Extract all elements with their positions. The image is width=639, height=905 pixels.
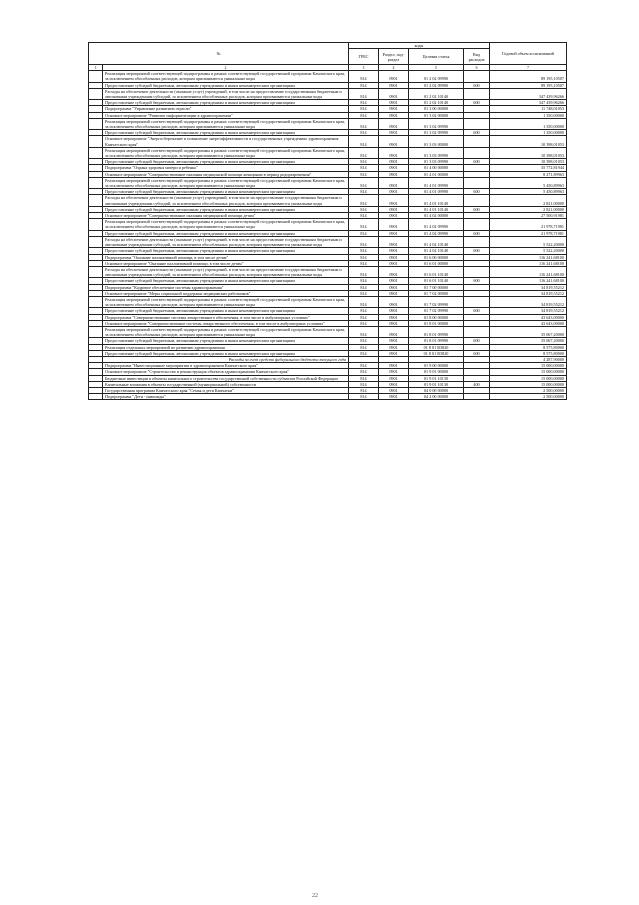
row-grbs: 814 [349,284,379,290]
row-section: 0901 [379,248,409,254]
row-section: 0901 [379,171,409,177]
row-target-article: 01 2 02 09990 [409,82,464,88]
row-expense-type [464,177,490,188]
row-amount: 116 241,68100 [490,260,567,266]
row-grbs: 814 [349,206,379,212]
row-amount: 10 398,01053 [490,159,567,165]
row-name: Подпрограмма "Дети - инвалиды" [103,394,349,400]
row-grbs: 814 [349,254,379,260]
row-target-article: 01 3 03 09990 [409,147,464,158]
row-name: Основное мероприятие "Энергосбережение и повышение энергоэффективности в государственных учреждениях здравоохранения Камчатского края" [103,136,349,147]
header-target: Целевая статья [409,49,464,65]
row-section: 0901 [379,112,409,118]
row-target-article: 01 2 02 10140 [409,88,464,99]
row-grbs: 814 [349,219,379,230]
row-expense-type: 400 [464,381,490,387]
table-row [89,147,567,158]
header-amount: Годовой объем ассигнований [490,43,567,65]
row-expense-type [464,71,490,82]
row-name: Основное мероприятие "Строительство и реконструкция объектов здравоохранения Камчатского края" [103,369,349,375]
row-section: 0901 [379,177,409,188]
row-section: 0901 [379,369,409,375]
row-name: Подпрограмма "Инвестиционные мероприятия в здравоохранении Камчатского края" [103,363,349,369]
row-name: Государственная программа Камчатского края "Семья и дети Камчатки" [103,387,349,393]
row-index-cell [89,88,103,99]
row-target-article: 04 2 00 00000 [409,394,464,400]
row-target-article: 01 4 01 09990 [409,189,464,195]
row-expense-type [464,118,490,129]
budget-rows [89,71,567,400]
row-target-article: 01 3 03 09990 [409,159,464,165]
row-name: Подпрограмма "Охрана здоровья матери и ребенка" [103,165,349,171]
row-name: Реализация мероприятий соответствующей подпрограммы в рамках соответствующей государственной программы Камчатского края, за исключением обособленных расходов, которым присваиваются уникальные коды [103,71,349,82]
row-grbs: 814 [349,266,379,277]
row-section: 0901 [379,147,409,158]
row-amount: 116 241,68100 [490,254,567,260]
row-expense-type [464,136,490,147]
row-amount: 34 819,55212 [490,296,567,307]
row-name: Предоставление субсидий бюджетным, автономным учреждениям и иным некоммерческим организациям [103,308,349,314]
row-amount: 21 978,71981 [490,219,567,230]
row-name: Основное мероприятие "Оказание паллиативной помощи, в том числе детям" [103,260,349,266]
row-amount: 15 000,00000 [490,363,567,369]
row-name: Предоставление субсидий бюджетным, автономным учреждениям и иным некоммерческим организациям [103,278,349,284]
row-index-cell [89,177,103,188]
row-amount: 1 350,00000 [490,112,567,118]
row-name: Предоставление субсидий бюджетным, автономным учреждениям и иным некоммерческим организациям [103,189,349,195]
row-name: Бюджетные инвестиции в объекты капитального строительства государственной собственности субъектов Российской Федерации [103,375,349,381]
row-grbs: 814 [349,189,379,195]
budget-table [88,42,567,400]
row-target-article: 01 2 02 10140 [409,100,464,106]
table-row [89,118,567,129]
row-target-article: 01 8 00 00000 [409,314,464,320]
row-grbs: 814 [349,369,379,375]
table-row [89,88,567,99]
row-name: Реализация мероприятий соответствующей подпрограммы в рамках соответствующей государственной программы Камчатского края, за исключением обособленных расходов, которым присваиваются уникальные коды [103,177,349,188]
row-index-cell [89,118,103,129]
row-name: Расходы на обеспечение деятельности (оказание услуг) учреждений, в том числе на предоставление государственным бюджетным и автономным учреждениям субсидий, за исключением обособленных расходов, которым присваиваются уникальные коды [103,88,349,99]
row-index-cell [89,296,103,307]
row-target-article: 01 4 01 10140 [409,195,464,206]
row-index-cell [89,136,103,147]
row-target-article: 01 6 01 10140 [409,266,464,277]
row-amount: 43 643,00000 [490,314,567,320]
row-amount: 34 819,55212 [490,290,567,296]
row-grbs: 814 [349,320,379,326]
row-amount: 10 398,01053 [490,147,567,158]
table-row [89,195,567,206]
row-section: 0901 [379,206,409,212]
row-section: 0901 [379,230,409,236]
row-amount: 2 500,00000 [490,387,567,393]
row-amount: 347 439,96266 [490,88,567,99]
row-section: 0901 [379,314,409,320]
table-row [89,71,567,82]
row-grbs: 814 [349,106,379,112]
row-target-article: 01 4 02 00000 [409,213,464,219]
row-target-article: 01 4 02 10140 [409,248,464,254]
row-amount: 116 241,68100 [490,266,567,277]
row-expense-type: 600 [464,206,490,212]
row-target-article: 01 4 01 00000 [409,171,464,177]
table-row [89,266,567,277]
row-name: Капитальные вложения в объекты государственной (муниципальной) собственности [103,381,349,387]
row-expense-type: 600 [464,248,490,254]
budget-table-page [88,42,566,400]
row-name: Реализация мероприятий соответствующей подпрограммы в рамках соответствующей государственной программы Камчатского края, за исключением обособленных расходов, которым присваиваются уникальные коды [103,147,349,158]
row-amount: 35 772,81944 [490,165,567,171]
row-name: Предоставление субсидий бюджетным, автономным учреждениям и иным некоммерческим организациям [103,350,349,356]
row-section: 0901 [379,165,409,171]
row-amount: 1 350,00000 [490,118,567,129]
row-section: 0901 [379,326,409,337]
row-target-article: 01 7 02 09990 [409,308,464,314]
column-number: 7 [490,65,567,71]
row-name: Расходы на обеспечение деятельности (оказание услуг) учреждений, в том числе на предоставление государственным бюджетным и автономным учреждениям субсидий, за исключением обособленных расходов, которым присваиваются уникальные коды [103,195,349,206]
row-name: Предоставление субсидий бюджетным, автономным учреждениям и иным некоммерческим организациям [103,230,349,236]
row-index-cell [89,266,103,277]
row-name: Основное мероприятие "Совершенствование оказания медицинской помощи детям" [103,213,349,219]
row-name: Подпрограмма "Кадровое обеспечение системы здравоохранения" [103,284,349,290]
page-number: 22 [312,893,318,899]
row-grbs: 814 [349,130,379,136]
row-name: Предоставление субсидий бюджетным, автономным учреждениям и иным некоммерческим организациям [103,130,349,136]
row-target-article: 01 3 02 09990 [409,130,464,136]
row-section: 0901 [379,278,409,284]
row-grbs: 814 [349,290,379,296]
row-index-cell [89,195,103,206]
row-target-article: 01 7 02 00000 [409,290,464,296]
row-grbs: 814 [349,260,379,266]
row-expense-type [464,326,490,337]
row-grbs: 814 [349,308,379,314]
row-target-article: 01 4 01 09990 [409,177,464,188]
column-number: 2 [103,65,349,71]
column-number: 4 [379,65,409,71]
row-section: 0901 [379,189,409,195]
row-expense-type [464,266,490,277]
row-expense-type [464,296,490,307]
row-section: 0901 [379,394,409,400]
row-amount: 1 350,00000 [490,130,567,136]
row-amount: 15 000,00000 [490,369,567,375]
header-expense-type: Вид расходов [464,49,490,65]
row-amount: 8 575,80000 [490,350,567,356]
row-section: 0901 [379,236,409,247]
row-expense-type: 600 [464,278,490,284]
row-grbs: 814 [349,248,379,254]
row-amount: 8 271,89963 [490,171,567,177]
row-grbs: 814 [349,394,379,400]
row-section: 0901 [379,375,409,381]
row-name: Расходы за счет средств федерального бюджета текущего года [103,356,349,362]
row-section: 0901 [379,106,409,112]
row-amount: 116 241,68100 [490,278,567,284]
row-expense-type: 600 [464,82,490,88]
row-expense-type: 600 [464,100,490,106]
row-name: Реализация мероприятий соответствующей подпрограммы в рамках соответствующей государственной программы Камчатского края, за исключением обособленных расходов, которым присваиваются уникальные коды [103,326,349,337]
table-row [89,326,567,337]
row-amount: 5 450,89963 [490,177,567,188]
row-grbs: 814 [349,375,379,381]
row-name: Предоставление субсидий бюджетным, автономным учреждениям и иным некоммерческим организациям [103,159,349,165]
row-grbs: 814 [349,387,379,393]
row-name: Подпрограмма "Управление развитием отрасли" [103,106,349,112]
row-target-article: 04 0 00 00000 [409,387,464,393]
row-amount: 34 819,55212 [490,284,567,290]
row-target-article: 01 9 00 00000 [409,363,464,369]
column-number: 6 [464,65,490,71]
row-section: 0901 [379,266,409,277]
column-number: 3 [349,65,379,71]
row-name: Предоставление субсидий бюджетным, автономным учреждениям и иным некоммерческим организациям [103,206,349,212]
row-grbs: 814 [349,296,379,307]
row-amount: 4 287,90000 [490,356,567,362]
row-section: 0901 [379,118,409,129]
table-row [89,394,567,400]
row-target-article: 01 4 02 10140 [409,236,464,247]
row-amount: 34 819,55212 [490,308,567,314]
column-number: 5 [409,65,464,71]
row-amount: 35 067,20000 [490,338,567,344]
row-grbs: 814 [349,363,379,369]
row-section: 0901 [379,320,409,326]
row-name: Реализация мероприятий соответствующей подпрограммы в рамках соответствующей государственной программы Камчатского края, за исключением обособленных расходов, которым присваиваются уникальные коды [103,118,349,129]
row-target-article: 01 8 01 R3820 [409,344,464,350]
row-amount: 2 821,00000 [490,206,567,212]
row-grbs: 814 [349,82,379,88]
row-name: Подпрограмма "Оказание паллиативной помощи, в том числе детям" [103,254,349,260]
row-target-article: 01 8 01 09990 [409,326,464,337]
row-expense-type: 600 [464,159,490,165]
row-target-article: 01 8 01 00000 [409,320,464,326]
table-row [89,177,567,188]
row-grbs: 814 [349,100,379,106]
row-grbs: 814 [349,381,379,387]
row-name: Предоставление субсидий бюджетным, автономным учреждениям и иным некоммерческим организациям [103,100,349,106]
row-name: Предоставление субсидий бюджетным, автономным учреждениям и иным некоммерческим организациям [103,82,349,88]
row-amount: 5 450,89963 [490,189,567,195]
row-name: Реализация мероприятий соответствующей подпрограммы в рамках соответствующей государственной программы Камчатского края, за исключением обособленных расходов, которым присваиваются уникальные коды [103,296,349,307]
row-section: 0901 [379,159,409,165]
row-section: 0901 [379,82,409,88]
row-expense-type: 600 [464,338,490,344]
row-target-article: 01 6 01 00000 [409,260,464,266]
row-grbs: 814 [349,314,379,320]
row-name: Основное мероприятие "Совершенствование оказания медицинской помощи женщинам в период родоразрешения" [103,171,349,177]
row-section: 0901 [379,130,409,136]
row-expense-type [464,236,490,247]
row-amount: 27 500,91981 [490,213,567,219]
row-amount: 8 575,80000 [490,344,567,350]
row-target-article: 01 7 02 09990 [409,296,464,307]
row-expense-type [464,394,490,400]
column-number: 1 [89,65,103,71]
row-amount: 347 439,96266 [490,100,567,106]
row-target-article: 01 9 01 00000 [409,369,464,375]
row-grbs: 814 [349,147,379,158]
row-amount: 15 000,00000 [490,375,567,381]
header-grbs: ГРБС [349,49,379,65]
row-index-cell [89,71,103,82]
row-expense-type [464,195,490,206]
row-section: 0901 [379,387,409,393]
row-index-cell [89,219,103,230]
row-section: 0901 [379,219,409,230]
row-grbs: 814 [349,278,379,284]
row-section: 0901 [379,284,409,290]
row-amount: 11 748,01053 [490,106,567,112]
table-row [89,219,567,230]
row-amount: 5 522,20000 [490,236,567,247]
row-target-article: 01 4 00 00000 [409,165,464,171]
row-grbs: 814 [349,344,379,350]
row-expense-type: 600 [464,230,490,236]
row-target-article: 01 3 02 00000 [409,112,464,118]
row-amount: 89 195,10507 [490,71,567,82]
row-section: 0901 [379,136,409,147]
row-name: Основное мероприятие "Меры социальной поддержки медицинских работников" [103,290,349,296]
row-expense-type: 600 [464,350,490,356]
header-section: Раздел, под-раздел [379,49,409,65]
row-index-cell [89,236,103,247]
table-row [89,136,567,147]
row-section: 0901 [379,344,409,350]
row-name: Реализация отдельных мероприятий по развитию здравоохранения [103,344,349,350]
row-expense-type: 600 [464,189,490,195]
row-grbs: 814 [349,88,379,99]
row-target-article: 01 4 02 09990 [409,230,464,236]
row-expense-type: 600 [464,308,490,314]
row-index-cell [89,326,103,337]
row-target-article: 01 4 02 09990 [409,219,464,230]
row-grbs: 814 [349,136,379,147]
row-expense-type [464,219,490,230]
row-name: Основное мероприятие "Развитие информатизации в здравоохранении" [103,112,349,118]
row-section: 0901 [379,363,409,369]
row-grbs: 814 [349,118,379,129]
row-section: 0901 [379,308,409,314]
row-grbs: 814 [349,236,379,247]
table-row [89,236,567,247]
row-target-article: 01 4 01 10140 [409,206,464,212]
row-expense-type: 600 [464,130,490,136]
row-grbs: 814 [349,171,379,177]
row-grbs: 814 [349,177,379,188]
row-target-article: 01 2 02 09990 [409,71,464,82]
row-amount: 2 500,00000 [490,394,567,400]
row-name: Предоставление субсидий бюджетным, автономным учреждениям и иным некоммерческим организациям [103,338,349,344]
row-grbs: 814 [349,112,379,118]
row-section: 0901 [379,381,409,387]
header-number: № [89,43,349,65]
row-target-article: 01 3 00 00000 [409,106,464,112]
row-expense-type [464,147,490,158]
row-section: 0901 [379,350,409,356]
row-grbs: 814 [349,230,379,236]
row-target-article: 01 8 01 R3820 [409,350,464,356]
header-codes: коды [349,43,490,49]
row-name: Предоставление субсидий бюджетным, автономным учреждениям и иным некоммерческим организациям [103,248,349,254]
row-index-cell [89,394,103,400]
row-target-article: 01 8 01 09990 [409,338,464,344]
row-section: 0901 [379,213,409,219]
row-name: Расходы на обеспечение деятельности (оказание услуг) учреждений, в том числе на предоставление государственным бюджетным и автономным учреждениям субсидий, за исключением обособленных расходов, которым присваиваются уникальные коды [103,236,349,247]
row-section: 0901 [379,338,409,344]
row-amount: 21 978,71981 [490,230,567,236]
row-section: 0901 [379,260,409,266]
row-target-article: 01 6 01 10140 [409,278,464,284]
row-grbs: 814 [349,213,379,219]
row-amount: 15 000,00000 [490,381,567,387]
row-name: Реализация мероприятий соответствующей подпрограммы в рамках соответствующей государственной программы Камчатского края, за исключением обособленных расходов, которым присваиваются уникальные коды [103,219,349,230]
row-name: Подпрограмма "Совершенствование системы лекарственного обеспечения, в том числе в амбулаторных условиях" [103,314,349,320]
row-grbs: 814 [349,350,379,356]
row-target-article: 01 3 02 09990 [409,118,464,129]
row-target-article: 01 9 01 10130 [409,375,464,381]
row-index-cell [89,147,103,158]
row-section: 0901 [379,290,409,296]
row-amount: 43 643,00000 [490,320,567,326]
row-target-article: 01 7 00 00000 [409,284,464,290]
row-target-article: 01 3 03 00000 [409,136,464,147]
row-grbs: 814 [349,71,379,82]
row-expense-type [464,88,490,99]
row-amount: 2 821,00000 [490,195,567,206]
table-row [89,296,567,307]
row-amount: 10 398,01053 [490,136,567,147]
row-section: 0901 [379,100,409,106]
row-amount: 35 067,20000 [490,326,567,337]
row-amount: 89 195,10507 [490,82,567,88]
row-grbs: 814 [349,326,379,337]
row-grbs: 814 [349,195,379,206]
row-name: Основное мероприятие "Совершенствование системы лекарственного обеспечения, в том числе в амбулаторных условиях" [103,320,349,326]
row-section: 0901 [379,195,409,206]
row-grbs: 814 [349,338,379,344]
row-section: 0901 [379,88,409,99]
row-target-article: 01 9 01 10130 [409,381,464,387]
row-section: 0901 [379,296,409,307]
row-grbs: 814 [349,159,379,165]
row-grbs: 814 [349,165,379,171]
row-amount: 5 522,20000 [490,248,567,254]
row-section: 0901 [379,254,409,260]
row-target-article: 01 6 00 00000 [409,254,464,260]
row-section: 0901 [379,71,409,82]
row-name: Расходы на обеспечение деятельности (оказание услуг) учреждений, в том числе на предоставление государственным бюджетным и автономным учреждениям субсидий, за исключением обособленных расходов, которым присваиваются уникальные коды [103,266,349,277]
